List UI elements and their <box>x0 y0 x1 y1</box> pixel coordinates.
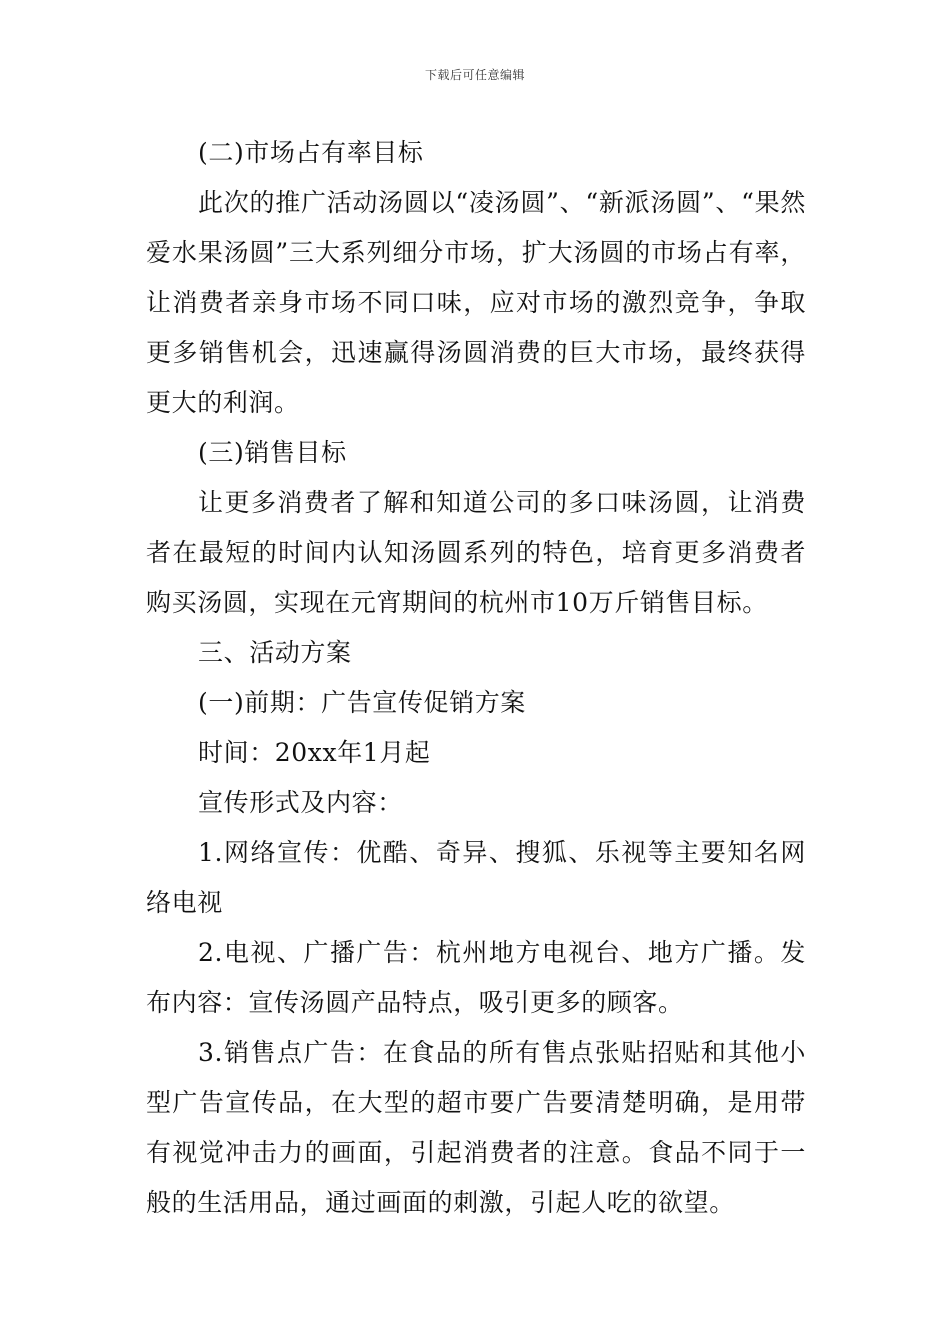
list-item-point-of-sale-ads: 3.销售点广告：在食品的所有售点张贴招贴和其他小型广告宣传品，在大型的超市要广告要清楚明确，是用带有视觉冲击力的画面，引起消费者的注意。食品不同于一般的生活用品，通过画面的刺激，引起人吃的欲望。 <box>146 1038 806 1217</box>
list-item-web-promotion: 1.网络宣传：优酷、奇异、搜狐、乐视等主要知名网络电视 <box>146 838 806 917</box>
list-item-tv-radio-ads: 2.电视、广播广告：杭州地方电视台、地方广播。发布内容：宣传汤圆产品特点，吸引更多的顾客。 <box>146 938 806 1017</box>
section-heading-market-share: (二)市场占有率目标 <box>198 138 424 167</box>
subheading-early-stage: (一)前期：广告宣传促销方案 <box>198 688 526 717</box>
time-line: 时间：20xx年1月起 <box>198 738 431 767</box>
paragraph-market-share: 此次的推广活动汤圆以“凌汤圆”、“新派汤圆”、“果然爱水果汤圆”三大系列细分市场，扩大汤圆的市场占有率，让消费者亲身市场不同口味，应对市场的激烈竞争，争取更多销售机会，迅速赢得汤圆消费的巨大市场，最终获得更大的利润。 <box>146 188 806 417</box>
page-header: 下载后可任意编辑 <box>424 68 525 82</box>
promotion-form-heading: 宣传形式及内容： <box>198 788 403 817</box>
paragraph-sales-target: 让更多消费者了解和知道公司的多口味汤圆，让消费者在最短的时间内认知汤圆系列的特色，培育更多消费者购买汤圆，实现在元宵期间的杭州市10万斤销售目标。 <box>146 488 806 617</box>
section-heading-activity-plan: 三、活动方案 <box>198 638 352 667</box>
section-heading-sales-target: (三)销售目标 <box>198 438 347 467</box>
document-body <box>146 128 806 1228</box>
